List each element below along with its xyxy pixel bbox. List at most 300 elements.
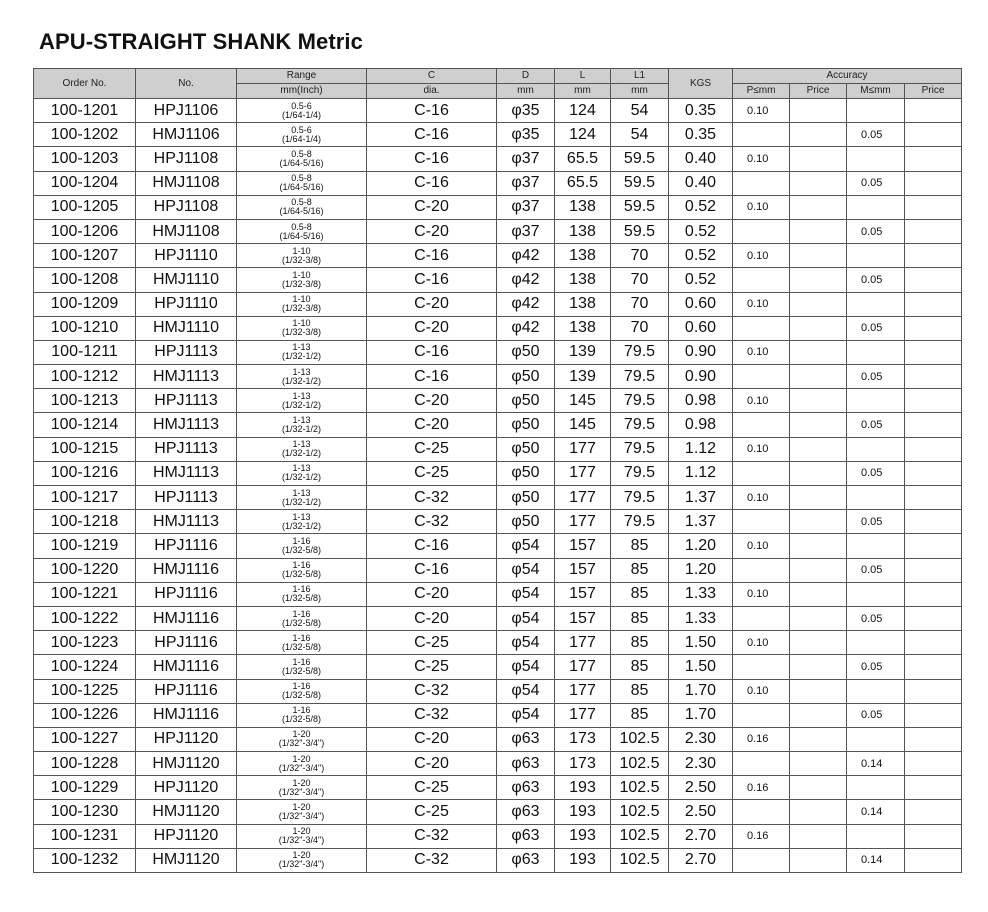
cell-p-mm	[733, 510, 790, 534]
cell-order-no: 100-1222	[34, 606, 136, 630]
cell-no: HPJ1113	[136, 389, 237, 413]
cell-p-price	[790, 316, 847, 340]
cell-l: 157	[555, 606, 611, 630]
cell-order-no: 100-1205	[34, 195, 136, 219]
cell-d: φ54	[497, 534, 555, 558]
cell-p-mm: 0.10	[733, 292, 790, 316]
range-mm: 1-20	[292, 850, 311, 861]
cell-no: HPJ1108	[136, 147, 237, 171]
cell-m-price	[905, 703, 962, 727]
range-inch: (1/32-5/8)	[281, 665, 322, 676]
range-mm: 1-10	[292, 269, 311, 280]
cell-m-mm: 0.05	[847, 365, 905, 389]
cell-kgs: 1.33	[669, 606, 733, 630]
header-d-sub: mm	[497, 84, 555, 99]
cell-m-mm	[847, 437, 905, 461]
cell-p-price	[790, 147, 847, 171]
range-mm: 1-13	[292, 487, 311, 498]
cell-p-mm: 0.10	[733, 582, 790, 606]
cell-l1: 79.5	[611, 486, 669, 510]
cell-order-no: 100-1203	[34, 147, 136, 171]
cell-order-no: 100-1201	[34, 99, 136, 123]
cell-m-price	[905, 340, 962, 364]
cell-c-dia: C-32	[367, 510, 497, 534]
cell-order-no: 100-1220	[34, 558, 136, 582]
cell-l: 177	[555, 510, 611, 534]
cell-order-no: 100-1215	[34, 437, 136, 461]
cell-c-dia: C-20	[367, 195, 497, 219]
cell-l: 157	[555, 582, 611, 606]
cell-order-no: 100-1224	[34, 655, 136, 679]
cell-kgs: 1.50	[669, 655, 733, 679]
cell-d: φ42	[497, 244, 555, 268]
table-row	[34, 776, 962, 800]
cell-p-price	[790, 461, 847, 485]
cell-order-no: 100-1214	[34, 413, 136, 437]
table-row	[34, 389, 962, 413]
cell-l: 138	[555, 195, 611, 219]
header-m-mm: M≤mm	[847, 84, 905, 99]
cell-no: HPJ1113	[136, 437, 237, 461]
range-mm: 1-13	[292, 463, 311, 474]
range-inch: (1/64-1/4)	[281, 133, 322, 144]
cell-p-mm: 0.10	[733, 147, 790, 171]
cell-p-mm: 0.10	[733, 486, 790, 510]
cell-m-mm	[847, 631, 905, 655]
cell-m-price	[905, 244, 962, 268]
table-row	[34, 413, 962, 437]
cell-no: HMJ1113	[136, 510, 237, 534]
cell-no: HPJ1116	[136, 534, 237, 558]
cell-range	[237, 606, 367, 630]
cell-range	[237, 99, 367, 123]
cell-order-no: 100-1209	[34, 292, 136, 316]
cell-kgs: 0.98	[669, 389, 733, 413]
table-row	[34, 558, 962, 582]
cell-p-mm	[733, 268, 790, 292]
cell-l1: 70	[611, 244, 669, 268]
cell-l1: 54	[611, 123, 669, 147]
cell-order-no: 100-1204	[34, 171, 136, 195]
table-row	[34, 123, 962, 147]
header-p-price: Price	[790, 84, 847, 99]
cell-l1: 59.5	[611, 195, 669, 219]
cell-range	[237, 171, 367, 195]
cell-range	[237, 413, 367, 437]
cell-c-dia: C-32	[367, 703, 497, 727]
cell-m-mm	[847, 389, 905, 413]
header-m-price: Price	[905, 84, 962, 99]
cell-p-price	[790, 727, 847, 751]
cell-p-mm: 0.10	[733, 340, 790, 364]
cell-order-no: 100-1227	[34, 727, 136, 751]
cell-m-mm: 0.05	[847, 219, 905, 243]
range-mm: 1-13	[292, 415, 311, 426]
cell-p-price	[790, 340, 847, 364]
range-inch: (1/32-3/8)	[281, 327, 322, 338]
table-row	[34, 244, 962, 268]
table-row	[34, 606, 962, 630]
cell-d: φ63	[497, 848, 555, 872]
cell-no: HMJ1120	[136, 848, 237, 872]
range-mm: 0.5-8	[291, 173, 312, 184]
cell-c-dia: C-16	[367, 365, 497, 389]
cell-m-price	[905, 389, 962, 413]
cell-no: HMJ1113	[136, 413, 237, 437]
range-mm: 1-13	[292, 366, 311, 377]
cell-l1: 102.5	[611, 776, 669, 800]
cell-m-price	[905, 824, 962, 848]
table-row	[34, 510, 962, 534]
cell-range	[237, 534, 367, 558]
table-row	[34, 800, 962, 824]
cell-l: 139	[555, 365, 611, 389]
table-row	[34, 268, 962, 292]
cell-no: HMJ1120	[136, 800, 237, 824]
range-mm: 1-20	[292, 729, 311, 740]
cell-l1: 102.5	[611, 752, 669, 776]
cell-p-price	[790, 679, 847, 703]
cell-range	[237, 147, 367, 171]
cell-p-mm: 0.10	[733, 99, 790, 123]
cell-p-price	[790, 195, 847, 219]
cell-kgs: 0.40	[669, 171, 733, 195]
cell-order-no: 100-1223	[34, 631, 136, 655]
cell-m-price	[905, 99, 962, 123]
cell-m-mm: 0.05	[847, 413, 905, 437]
range-inch: (1/32-3/8)	[281, 254, 322, 265]
cell-l: 138	[555, 316, 611, 340]
cell-m-price	[905, 848, 962, 872]
cell-kgs: 1.12	[669, 461, 733, 485]
table-body	[34, 99, 962, 873]
range-inch: (1/32-1/2)	[281, 375, 322, 386]
cell-d: φ63	[497, 727, 555, 751]
table-row	[34, 631, 962, 655]
cell-p-price	[790, 99, 847, 123]
cell-l1: 79.5	[611, 413, 669, 437]
cell-order-no: 100-1221	[34, 582, 136, 606]
cell-m-price	[905, 752, 962, 776]
cell-kgs: 0.90	[669, 365, 733, 389]
range-mm: 1-16	[292, 608, 311, 619]
cell-m-mm	[847, 727, 905, 751]
range-mm: 1-13	[292, 439, 311, 450]
cell-d: φ50	[497, 486, 555, 510]
table-row	[34, 292, 962, 316]
cell-l1: 85	[611, 679, 669, 703]
cell-p-price	[790, 268, 847, 292]
table-row	[34, 703, 962, 727]
cell-m-price	[905, 606, 962, 630]
cell-kgs: 2.70	[669, 824, 733, 848]
cell-range	[237, 703, 367, 727]
cell-order-no: 100-1229	[34, 776, 136, 800]
range-inch: (1/32-5/8)	[281, 690, 322, 701]
cell-no: HPJ1116	[136, 631, 237, 655]
cell-no: HPJ1106	[136, 99, 237, 123]
cell-kgs: 0.35	[669, 99, 733, 123]
cell-kgs: 0.52	[669, 195, 733, 219]
header-order-no: Order No.	[34, 69, 136, 99]
cell-range	[237, 631, 367, 655]
cell-range	[237, 123, 367, 147]
cell-m-price	[905, 195, 962, 219]
range-mm: 1-16	[292, 584, 311, 595]
cell-range	[237, 848, 367, 872]
cell-p-price	[790, 752, 847, 776]
cell-l1: 79.5	[611, 340, 669, 364]
cell-no: HMJ1108	[136, 171, 237, 195]
cell-m-price	[905, 413, 962, 437]
cell-m-price	[905, 486, 962, 510]
cell-p-mm	[733, 365, 790, 389]
cell-order-no: 100-1219	[34, 534, 136, 558]
cell-p-price	[790, 558, 847, 582]
range-inch: (1/64-5/16)	[279, 206, 324, 217]
table-row	[34, 147, 962, 171]
cell-no: HMJ1113	[136, 461, 237, 485]
cell-p-price	[790, 800, 847, 824]
range-inch: (1/32"-3/4")	[278, 786, 325, 797]
header-range-unit: mm(Inch)	[237, 84, 367, 99]
cell-m-price	[905, 727, 962, 751]
cell-no: HMJ1110	[136, 268, 237, 292]
table-row	[34, 365, 962, 389]
range-mm: 1-16	[292, 705, 311, 716]
cell-l: 173	[555, 727, 611, 751]
cell-range	[237, 558, 367, 582]
cell-m-mm: 0.14	[847, 848, 905, 872]
cell-p-mm	[733, 219, 790, 243]
cell-m-mm: 0.14	[847, 800, 905, 824]
cell-range	[237, 268, 367, 292]
cell-l1: 70	[611, 316, 669, 340]
cell-c-dia: C-32	[367, 679, 497, 703]
cell-l: 138	[555, 292, 611, 316]
cell-c-dia: C-16	[367, 147, 497, 171]
cell-kgs: 1.12	[669, 437, 733, 461]
cell-p-price	[790, 437, 847, 461]
range-inch: (1/32-3/8)	[281, 278, 322, 289]
cell-l: 157	[555, 534, 611, 558]
cell-range	[237, 655, 367, 679]
range-mm: 1-10	[292, 318, 311, 329]
range-inch: (1/32-1/2)	[281, 399, 322, 410]
cell-order-no: 100-1225	[34, 679, 136, 703]
cell-no: HPJ1116	[136, 679, 237, 703]
cell-p-price	[790, 824, 847, 848]
cell-p-mm: 0.10	[733, 389, 790, 413]
cell-order-no: 100-1232	[34, 848, 136, 872]
cell-l1: 59.5	[611, 171, 669, 195]
cell-m-price	[905, 292, 962, 316]
cell-range	[237, 776, 367, 800]
range-inch: (1/32-5/8)	[281, 544, 322, 555]
cell-range	[237, 727, 367, 751]
table-row	[34, 340, 962, 364]
cell-l: 193	[555, 800, 611, 824]
range-inch: (1/64-5/16)	[279, 157, 324, 168]
range-inch: (1/32-1/2)	[281, 448, 322, 459]
cell-no: HPJ1110	[136, 244, 237, 268]
cell-d: φ50	[497, 510, 555, 534]
cell-kgs: 2.50	[669, 800, 733, 824]
cell-l1: 85	[611, 606, 669, 630]
cell-range	[237, 752, 367, 776]
cell-d: φ54	[497, 679, 555, 703]
range-inch: (1/64-5/16)	[279, 182, 324, 193]
cell-p-mm: 0.10	[733, 195, 790, 219]
cell-d: φ50	[497, 340, 555, 364]
range-inch: (1/32"-3/4")	[278, 811, 325, 822]
cell-m-mm: 0.05	[847, 655, 905, 679]
cell-l: 177	[555, 703, 611, 727]
cell-kgs: 2.50	[669, 776, 733, 800]
cell-l: 145	[555, 389, 611, 413]
cell-l1: 85	[611, 655, 669, 679]
cell-p-price	[790, 413, 847, 437]
cell-m-price	[905, 582, 962, 606]
cell-c-dia: C-25	[367, 461, 497, 485]
cell-kgs: 0.35	[669, 123, 733, 147]
cell-l1: 79.5	[611, 365, 669, 389]
cell-p-mm: 0.16	[733, 824, 790, 848]
cell-l1: 59.5	[611, 147, 669, 171]
cell-range	[237, 340, 367, 364]
cell-order-no: 100-1211	[34, 340, 136, 364]
cell-p-price	[790, 171, 847, 195]
cell-m-mm: 0.05	[847, 703, 905, 727]
cell-c-dia: C-25	[367, 631, 497, 655]
cell-p-mm: 0.10	[733, 437, 790, 461]
cell-kgs: 0.60	[669, 316, 733, 340]
header-p-mm: P≤mm	[733, 84, 790, 99]
cell-order-no: 100-1212	[34, 365, 136, 389]
cell-no: HPJ1113	[136, 340, 237, 364]
cell-l1: 79.5	[611, 389, 669, 413]
cell-l1: 54	[611, 99, 669, 123]
cell-order-no: 100-1216	[34, 461, 136, 485]
cell-p-mm: 0.10	[733, 631, 790, 655]
cell-m-mm	[847, 824, 905, 848]
cell-d: φ54	[497, 703, 555, 727]
cell-c-dia: C-20	[367, 389, 497, 413]
cell-p-price	[790, 606, 847, 630]
cell-l1: 70	[611, 268, 669, 292]
header-l-sub: mm	[555, 84, 611, 99]
cell-no: HMJ1110	[136, 316, 237, 340]
cell-no: HMJ1116	[136, 703, 237, 727]
range-mm: 1-10	[292, 294, 311, 305]
cell-d: φ42	[497, 316, 555, 340]
cell-p-mm	[733, 461, 790, 485]
range-mm: 0.5-8	[291, 148, 312, 159]
cell-l: 65.5	[555, 171, 611, 195]
cell-p-price	[790, 631, 847, 655]
header-l1-sub: mm	[611, 84, 669, 99]
cell-order-no: 100-1206	[34, 219, 136, 243]
range-inch: (1/32"-3/4")	[278, 762, 325, 773]
cell-kgs: 2.70	[669, 848, 733, 872]
cell-m-mm	[847, 292, 905, 316]
cell-c-dia: C-20	[367, 292, 497, 316]
range-mm: 1-20	[292, 777, 311, 788]
range-mm: 1-20	[292, 753, 311, 764]
cell-m-mm: 0.05	[847, 171, 905, 195]
cell-d: φ42	[497, 292, 555, 316]
cell-d: φ37	[497, 219, 555, 243]
cell-no: HMJ1113	[136, 365, 237, 389]
table-header	[34, 69, 962, 99]
cell-order-no: 100-1230	[34, 800, 136, 824]
cell-l: 138	[555, 244, 611, 268]
cell-p-price	[790, 655, 847, 679]
cell-m-price	[905, 558, 962, 582]
range-inch: (1/32-5/8)	[281, 617, 322, 628]
cell-no: HMJ1120	[136, 752, 237, 776]
range-inch: (1/64-5/16)	[279, 230, 324, 241]
header-no: No.	[136, 69, 237, 99]
cell-range	[237, 244, 367, 268]
table-row	[34, 727, 962, 751]
cell-l: 193	[555, 824, 611, 848]
range-inch: (1/32-5/8)	[281, 593, 322, 604]
range-inch: (1/32-1/2)	[281, 424, 322, 435]
cell-d: φ63	[497, 824, 555, 848]
range-mm: 0.5-8	[291, 221, 312, 232]
cell-no: HMJ1106	[136, 123, 237, 147]
cell-no: HPJ1113	[136, 486, 237, 510]
cell-l: 193	[555, 848, 611, 872]
cell-p-mm	[733, 848, 790, 872]
cell-c-dia: C-20	[367, 219, 497, 243]
cell-l1: 59.5	[611, 219, 669, 243]
cell-range	[237, 365, 367, 389]
range-inch: (1/32"-3/4")	[278, 859, 325, 870]
cell-kgs: 1.33	[669, 582, 733, 606]
cell-d: φ54	[497, 606, 555, 630]
cell-m-mm	[847, 776, 905, 800]
range-mm: 1-20	[292, 802, 311, 813]
cell-m-mm	[847, 486, 905, 510]
cell-l: 177	[555, 679, 611, 703]
cell-m-price	[905, 365, 962, 389]
table-row	[34, 848, 962, 872]
header-d: D	[497, 69, 555, 84]
header-kgs: KGS	[669, 69, 733, 99]
cell-p-mm: 0.10	[733, 679, 790, 703]
range-mm: 0.5-6	[291, 100, 312, 111]
cell-order-no: 100-1210	[34, 316, 136, 340]
cell-c-dia: C-20	[367, 413, 497, 437]
cell-kgs: 0.40	[669, 147, 733, 171]
cell-m-price	[905, 800, 962, 824]
range-mm: 0.5-8	[291, 197, 312, 208]
range-inch: (1/32-1/2)	[281, 496, 322, 507]
cell-m-price	[905, 655, 962, 679]
cell-d: φ35	[497, 123, 555, 147]
cell-order-no: 100-1207	[34, 244, 136, 268]
cell-range	[237, 195, 367, 219]
cell-l1: 102.5	[611, 824, 669, 848]
cell-kgs: 1.37	[669, 486, 733, 510]
range-mm: 1-13	[292, 511, 311, 522]
cell-kgs: 1.70	[669, 703, 733, 727]
cell-d: φ50	[497, 389, 555, 413]
range-mm: 1-16	[292, 632, 311, 643]
cell-l1: 79.5	[611, 510, 669, 534]
